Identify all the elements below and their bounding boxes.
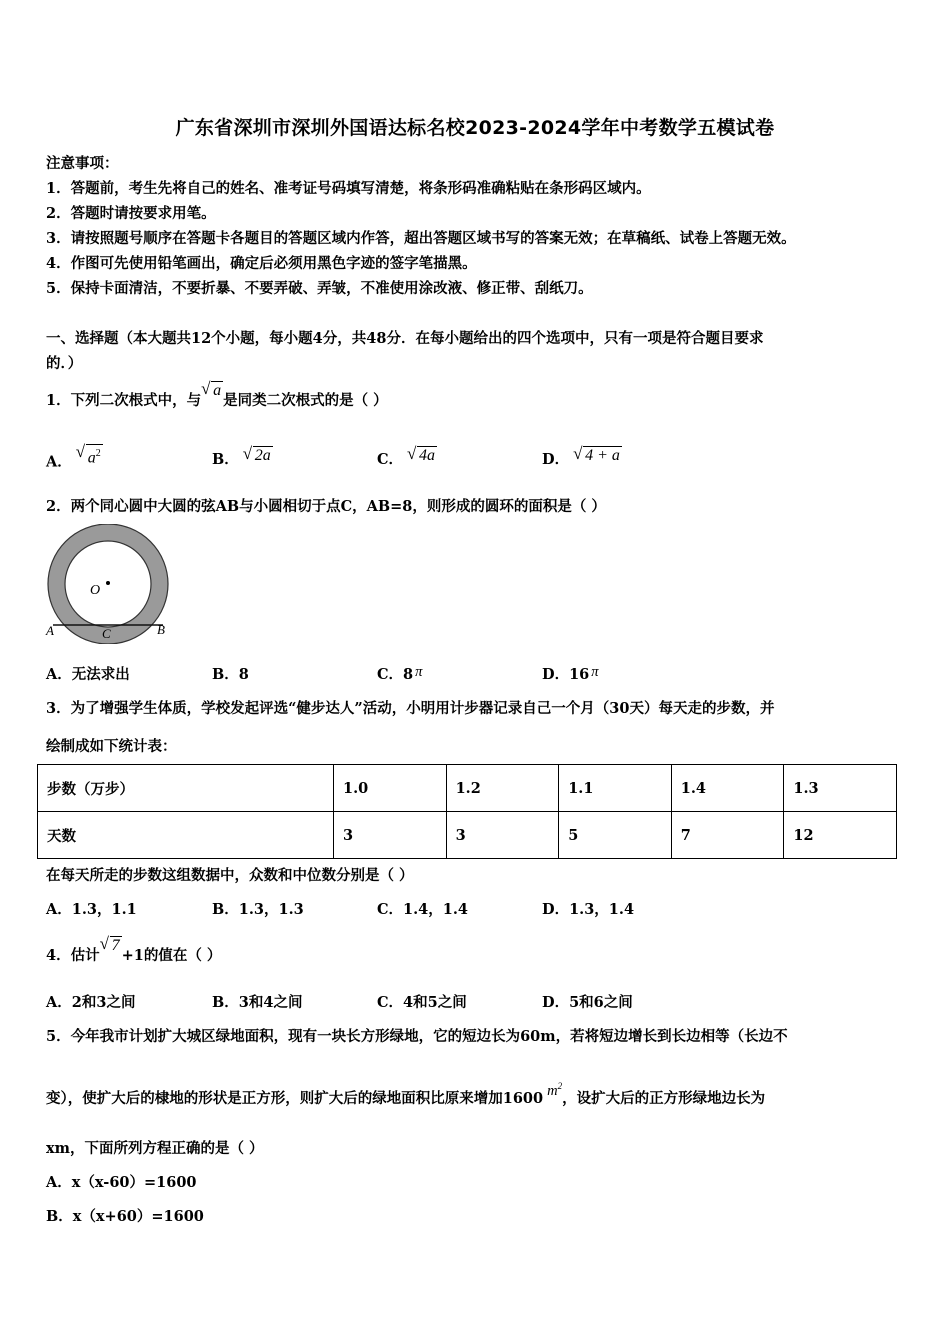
option-label: C． (377, 994, 404, 1011)
table-cell: 1.1 (559, 765, 672, 812)
sqrt-radicand: 4a (419, 447, 436, 464)
q5-option-a[interactable] (46, 1171, 197, 1192)
option-label: B． (212, 901, 239, 918)
notice-item: 2．答题时请按要求用笔。 (46, 205, 216, 222)
table-cell: 步数（万步） (38, 765, 334, 812)
sqrt-expression: √ 4a (407, 444, 436, 464)
sqrt-radicand: 2a (254, 447, 271, 464)
notice-item: 4．作图可先使用铅笔画出，确定后必须用黑色字迹的签字笔描黑。 (46, 255, 477, 272)
question-5-cont (46, 1081, 766, 1108)
sqrt-expression: √ a (201, 379, 222, 399)
q1-option-b[interactable] (212, 444, 273, 469)
option-text: 1.3，1.4 (569, 901, 635, 918)
page-title: 广东省深圳市深圳外国语达标名校2023-2024学年中考数学五模试卷 (175, 117, 775, 139)
table-cell: 1.2 (446, 765, 559, 812)
q1-option-d[interactable] (542, 444, 622, 469)
table-cell: 1.3 (784, 765, 897, 812)
label-o: O (90, 583, 101, 598)
table-cell: 3 (446, 812, 559, 859)
option-label: A． (46, 994, 72, 1011)
sqrt-expression: √ 4 + a (573, 444, 620, 464)
question-1-suffix: 是同类二次根式的是（ ） (223, 392, 388, 409)
option-text: 无法求出 (71, 666, 130, 683)
label-b: B (157, 622, 165, 637)
option-label: D． (542, 451, 570, 468)
q3-option-d[interactable] (542, 898, 634, 919)
question-1-prefix: 1．下列二次根式中，与 (46, 392, 202, 409)
unit-letter: m (547, 1083, 558, 1099)
option-label: D． (542, 994, 570, 1011)
option-label: A． (46, 666, 72, 683)
option-text: 8 (403, 666, 414, 683)
table-cell: 12 (784, 812, 897, 859)
table-cell: 7 (671, 812, 784, 859)
question-2: 2．两个同心圆中大圆的弦AB与小圆相切于点C，AB=8，则形成的圆环的面积是（ ） (46, 498, 606, 515)
option-label: C． (377, 451, 404, 468)
option-text: 16 (569, 666, 590, 683)
option-text: 3和4之间 (238, 994, 303, 1011)
option-label: C． (377, 901, 404, 918)
unit-symbol (547, 1083, 562, 1099)
q1-option-a[interactable] (46, 442, 103, 471)
option-label: A． (46, 901, 72, 918)
option-label: A． (46, 1174, 72, 1191)
table-cell: 5 (559, 812, 672, 859)
notice-item: 5．保持卡面清洁，不要折暴、不要弄破、弄皱，不准使用涂改液、修正带、刮纸刀。 (46, 280, 593, 297)
option-label: B． (212, 451, 239, 468)
option-text: 1.4，1.4 (403, 901, 468, 918)
option-text: x（x-60）=1600 (71, 1174, 197, 1191)
table-cell: 1.0 (334, 765, 447, 812)
section-heading: 一、选择题（本大题共12个小题，每小题4分，共48分．在每小题给出的四个选项中，只有一项是符合题目要求 (46, 330, 764, 347)
q3-option-c[interactable] (377, 898, 468, 919)
option-label: B． (46, 1208, 73, 1225)
q3-option-b[interactable] (212, 898, 304, 919)
question-3-cont: 绘制成如下统计表： (46, 738, 177, 755)
q4-option-d[interactable] (542, 991, 633, 1012)
option-text: x（x+60）=1600 (72, 1208, 204, 1225)
q5-option-b[interactable] (46, 1205, 204, 1226)
option-label: D． (542, 666, 570, 683)
option-label: B． (212, 994, 239, 1011)
question-5-text-a: 变），使扩大后的棣地的形状是正方形，则扩大后的绿地面积比原来增加1600 (46, 1090, 544, 1107)
sqrt-radicand: a (87, 449, 96, 467)
question-5-prompt: xm，下面所列方程正确的是（ ） (46, 1140, 264, 1157)
question-4-suffix: +1的值在（ ） (121, 947, 222, 964)
notice-heading: 注意事项： (46, 155, 119, 172)
question-3-prompt: 在每天所走的步数这组数据中，众数和中位数分别是（ ） (46, 867, 414, 884)
table-cell: 天数 (38, 812, 334, 859)
q1-option-c[interactable] (377, 444, 437, 469)
option-text: 5和6之间 (569, 994, 633, 1011)
sqrt-radicand: 7 (111, 937, 120, 954)
annulus-figure (44, 524, 174, 644)
sqrt-radicand: 4 + a (585, 447, 620, 464)
option-text: 4和5之间 (403, 994, 467, 1011)
center-point (106, 581, 110, 585)
table-cell: 1.4 (671, 765, 784, 812)
notice-item: 3．请按照题号顺序在答题卡各题目的答题区域内作答，超出答题区域书写的答案无效；在草稿纸、试卷上答题无效。 (46, 230, 796, 247)
exponent: 2 (95, 448, 101, 459)
q3-option-a[interactable] (46, 898, 137, 919)
table-cell: 3 (334, 812, 447, 859)
option-label: B． (212, 666, 239, 683)
q2-option-d[interactable] (542, 663, 599, 684)
table-row (38, 765, 897, 812)
option-label: D． (542, 901, 570, 918)
pi-symbol: π (415, 664, 423, 680)
question-5-text-b: ，设扩大后的正方形绿地边长为 (562, 1090, 766, 1107)
option-text: 1.3，1.1 (71, 901, 137, 918)
option-text: 2和3之间 (71, 994, 136, 1011)
sqrt-expression: √ $a^2$ (75, 442, 101, 467)
question-1 (46, 379, 388, 410)
notice-item: 1．答题前，考生先将自己的姓名、准考证号码填写清楚，将条形码准确粘贴在条形码区域内。 (46, 180, 651, 197)
question-5: 5．今年我市计划扩大城区绿地面积，现有一块长方形绿地，它的短边长为60m，若将短边增长到长边相等（长边不 (46, 1028, 788, 1045)
sqrt-radicand: a (213, 382, 222, 399)
question-3: 3．为了增强学生体质，学校发起评选“健步达人”活动，小明用计步器记录自己一个月（30天）每天走的步数，并 (46, 700, 775, 717)
q2-option-c[interactable] (377, 663, 422, 684)
q2-option-a[interactable] (46, 663, 130, 684)
q4-option-c[interactable] (377, 991, 467, 1012)
steps-table (37, 764, 897, 859)
section-heading-cont: 的．） (46, 355, 83, 372)
label-a: A (46, 623, 54, 638)
q4-option-a[interactable] (46, 991, 135, 1012)
question-4-prefix: 4．估计 (46, 947, 100, 964)
option-text: 8 (238, 666, 249, 683)
option-text: 1.3，1.3 (238, 901, 304, 918)
pi-symbol: π (591, 664, 599, 680)
label-c: C (102, 626, 111, 641)
sqrt-expression: √ 7 (99, 934, 120, 954)
option-label: A． (46, 453, 72, 471)
q2-option-b[interactable] (212, 663, 249, 684)
sqrt-expression: √ 2a (242, 444, 271, 464)
q4-option-b[interactable] (212, 991, 302, 1012)
table-row (38, 812, 897, 859)
unit-exponent: 2 (557, 1081, 563, 1092)
option-label: C． (377, 666, 404, 683)
question-4 (46, 934, 222, 965)
